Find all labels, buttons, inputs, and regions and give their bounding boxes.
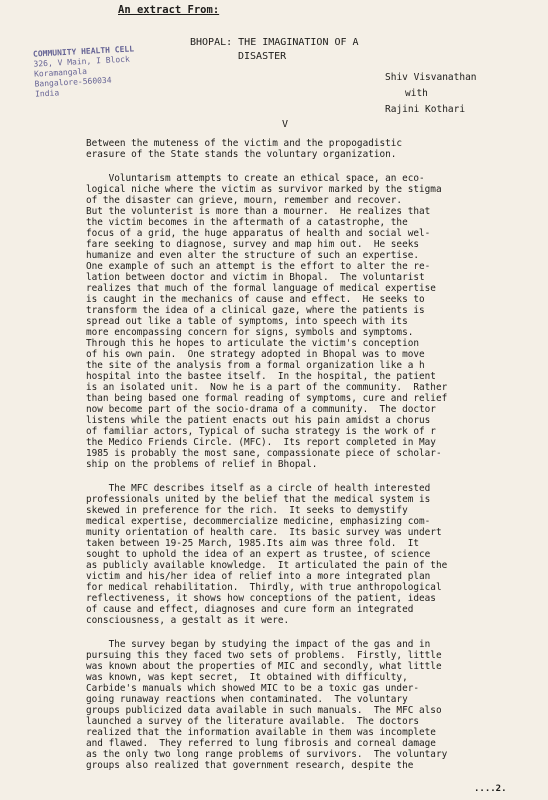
text-line: transform the idea of a clinical gaze, where the patients is (86, 305, 425, 316)
community-health-cell-stamp (33, 42, 175, 99)
paragraph (86, 483, 548, 626)
title-line: DISASTER (238, 51, 287, 62)
text-line: groups publicized data available in such manuals. The MFC also (86, 705, 442, 716)
text-line: is an isolated unit. Now he is a part of the community. Rather (86, 382, 448, 393)
text-line: consciousness, a gestalt as it were. (86, 615, 290, 626)
text-line: ship on the problems of relief in Bhopal. (86, 459, 318, 470)
text-line: erasure of the State stands the voluntary organization. (86, 149, 397, 160)
author-name: Rajini Kothari (385, 104, 466, 115)
stamp-line: India (34, 88, 60, 99)
document-title (190, 36, 359, 64)
text-line: than being based one formal reading of symptoms, cure and relief (86, 393, 448, 404)
text-line: groups also realized that government research, despite the (86, 760, 414, 771)
stamp-line: 326, V Main, I Block (33, 54, 130, 69)
text-line: hospital into the bastee itself. In the hospital, the patient (86, 371, 436, 382)
text-line: pursuing this they faced two sets of problems. Firstly, little (86, 650, 442, 661)
text-line: Through this he hopes to articulate the victim's conception (86, 338, 420, 349)
paragraph-gap (86, 626, 548, 639)
title-line: BHOPAL: THE IMAGINATION OF A (190, 37, 359, 48)
text-line: But the volunterist is more than a mourner. He realizes that (86, 206, 431, 217)
author-connector: with (405, 88, 428, 99)
text-line: fare seeking to diagnose, survey and map him out. He seeks (86, 239, 420, 250)
text-line: logical niche where the victim as survivor marked by the stigma (86, 184, 442, 195)
stamp-line: Bangalore-560034 (34, 75, 112, 89)
paragraph-gap (86, 470, 548, 483)
text-line: of his own pain. One strategy adopted in Bhopal was to move (86, 349, 425, 360)
text-line: victim and his/her idea of relief into a more integrated plan (86, 571, 431, 582)
text-line: realizes that much of the formal language of medical expertise (86, 283, 436, 294)
extract-header: An extract From: (118, 4, 220, 16)
text-line: professionals united by the belief that the medical system is (86, 494, 431, 505)
text-line: listens while the patient enacts out his pain amidst a chorus (86, 415, 431, 426)
text-line: sought to uphold the idea of an expert as trustee, of science (86, 549, 431, 560)
paragraph-gap (86, 160, 548, 173)
author-block (385, 70, 477, 118)
text-line: was known, was kept secret, It obtained with difficulty, (86, 672, 408, 683)
page-number: ....2. (474, 784, 507, 794)
author-name: Shiv Visvanathan (385, 72, 477, 83)
paragraph (86, 639, 548, 771)
text-line: of cause and effect, diagnoses and cure form an integrated (86, 604, 414, 615)
text-line: One example of such an attempt is the effort to alter the re- (86, 261, 431, 272)
stamp-line: COMMUNITY HEALTH CELL (32, 44, 135, 59)
text-line: Between the muteness of the victim and the propogadistic (86, 138, 403, 149)
text-line: is caught in the mechanics of cause and effect. He seeks to (86, 294, 425, 305)
text-line: skewed in preference for the rich. It seeks to demystify (86, 505, 408, 516)
text-line: taken between 19-25 March, 1985.Its aim was three fold. It (86, 538, 420, 549)
text-line: spread out like a table of symptoms, into speech with its (86, 316, 408, 327)
text-line: more encompassing concern for signs, symbols and symptoms. (86, 327, 414, 338)
text-line: Carbide's manuals which showed MIC to be a toxic gas under- (86, 683, 420, 694)
text-line: of the disaster can grieve, mourn, remember and recover. (86, 195, 403, 206)
stamp-line: Koramangala (33, 66, 88, 79)
text-line: of familiar actors, Typical of sucha strategy is the work of r (86, 426, 436, 437)
text-line: focus of a grid, the huge apparatus of health and social wel- (86, 228, 431, 239)
text-line: as publicly available knowledge. It articulated the pain of the (86, 560, 448, 571)
text-line: 1985 is probably the most sane, compassionate piece of scholar- (86, 448, 442, 459)
text-line: for medical rehabilitation. Thirdly, with true anthropological (86, 582, 442, 593)
text-line: going runaway reactions when contaminated. The voluntary (86, 694, 408, 705)
text-line: as the only two long range problems of survivors. The voluntary (86, 749, 448, 760)
text-line: reflectiveness, it shows how conceptions of the patient, ideas (86, 593, 436, 604)
text-line: the site of the analysis from a formal organization like a h (86, 360, 425, 371)
paragraph (86, 138, 548, 160)
text-line: was known about the properties of MIC and secondly, what little (86, 661, 442, 672)
paragraph (86, 173, 548, 470)
text-line: the Medico Friends Circle. (MFC). Its report completed in May (86, 437, 436, 448)
text-line: now become part of the socio-drama of a community. The doctor (86, 404, 436, 415)
text-line: munity orientation of health care. Its basic survey was undert (86, 527, 442, 538)
section-numeral: V (282, 119, 289, 130)
text-line: realized that the information available in them was incomplete (86, 727, 436, 738)
text-line: launched a survey of the literature available. The doctors (86, 716, 420, 727)
text-line: The survey began by studying the impact of the gas and in (86, 639, 431, 650)
text-line: the victim becomes in the aftermath of a catastrophe, the (86, 217, 408, 228)
text-line: humanize and even alter the structure of such an expertise. (86, 250, 420, 261)
text-line: and flawed. They referred to lung fibrosis and corneal damage (86, 738, 436, 749)
text-line: Voluntarism attempts to create an ethical space, an eco- (86, 173, 425, 184)
text-line: medical expertise, decommercialize medicine, emphasizing com- (86, 516, 431, 527)
text-line: lation between doctor and victim in Bhopal. The voluntarist (86, 272, 425, 283)
body-text (86, 138, 548, 771)
text-line: The MFC describes itself as a circle of health interested (86, 483, 431, 494)
